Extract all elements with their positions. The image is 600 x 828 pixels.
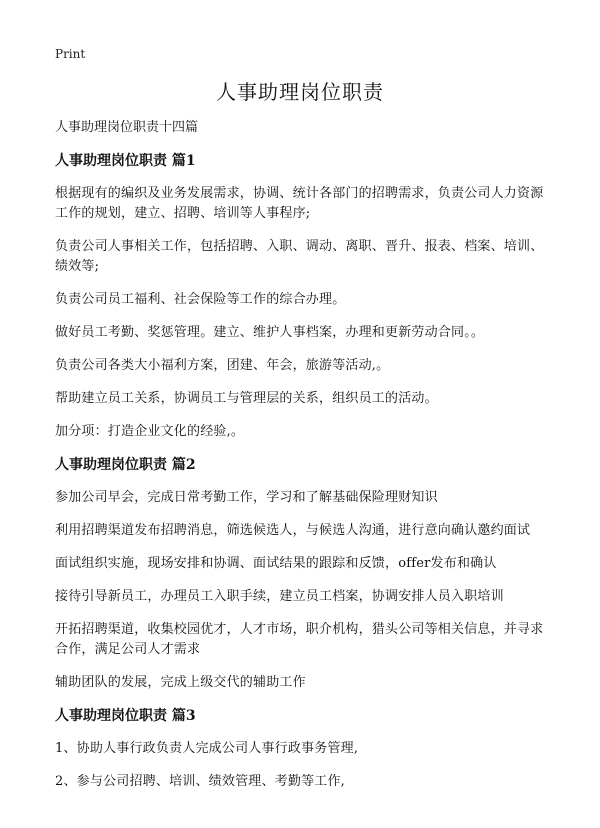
paragraph: 1、协助人事行政负责人完成公司人事行政事务管理, (55, 741, 359, 756)
paragraph: 开拓招聘渠道，收集校园优才，人才市场，职介机构，猎头公司等相关信息，并寻求合作，满足公司人才需求 (55, 622, 544, 657)
document-title: 人事助理岗位职责 (216, 80, 384, 104)
paragraph: 负责公司人事相关工作，包括招聘、入职、调动、离职、晋升、报表、档案、培训、绩效等; (55, 239, 544, 274)
document-body (55, 118, 555, 805)
document-subtitle: 人事助理岗位职责十四篇 (55, 120, 199, 135)
section-1 (55, 151, 555, 442)
paragraph: 根据现有的编织及业务发展需求，协调、统计各部门的招聘需求，负责公司人力资源工作的规划，建立、招聘、培训等人事程序; (55, 186, 544, 221)
paragraph: 参加公司早会，完成日常考勤工作，学习和了解基础保险理财知识 (55, 490, 438, 505)
section-heading: 人事助理岗位职责 篇3 (55, 708, 196, 724)
section-3 (55, 706, 555, 792)
paragraph: 2、参与公司招聘、培训、绩效管理、考勤等工作, (55, 774, 346, 789)
paragraph: 面试组织实施，现场安排和协调、面试结果的跟踪和反馈，offer发布和确认 (55, 556, 497, 571)
paragraph: 负责公司员工福利、社会保险等工作的综合办理。 (55, 292, 346, 307)
paragraph: 做好员工考勤、奖惩管理。建立、维护人事档案，办理和更新劳动合同。。 (55, 325, 485, 340)
section-heading: 人事助理岗位职责 篇2 (55, 457, 196, 473)
print-link[interactable]: Print (55, 47, 86, 61)
paragraph: 加分项：打造企业文化的经验,。 (55, 424, 245, 439)
section-2 (55, 455, 555, 693)
paragraph: 接待引导新员工，办理员工入职手续，建立员工档案，协调安排人员入职培训 (55, 589, 504, 604)
paragraph: 负责公司各类大小福利方案，团建、年会，旅游等活动,。 (55, 358, 390, 373)
section-heading: 人事助理岗位职责 篇1 (55, 153, 196, 169)
paragraph: 帮助建立员工关系，协调员工与管理层的关系，组织员工的活动。 (55, 391, 438, 406)
paragraph: 利用招聘渠道发布招聘消息，筛选候选人，与候选人沟通，进行意向确认邀约面试 (55, 523, 531, 538)
paragraph: 辅助团队的发展，完成上级交代的辅助工作 (55, 675, 306, 690)
